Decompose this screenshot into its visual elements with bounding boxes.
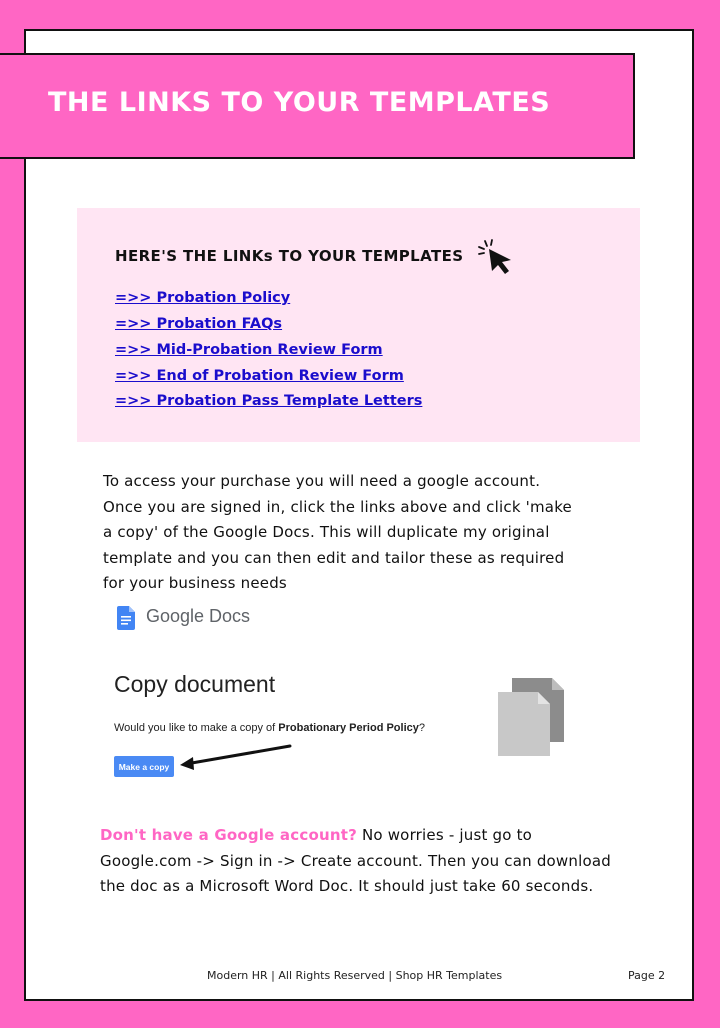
links-heading: HERE'S THE LINKs TO YOUR TEMPLATES xyxy=(115,247,464,265)
link-probation-pass-template-letters[interactable]: =>> Probation Pass Template Letters xyxy=(115,393,423,409)
copy-question-suffix: ? xyxy=(418,722,425,734)
link-probation-faqs[interactable]: =>> Probation FAQs xyxy=(115,316,283,332)
documents-copy-icon xyxy=(496,676,566,760)
copy-question xyxy=(114,722,425,734)
link-end-of-probation-review-form[interactable]: =>> End of Probation Review Form xyxy=(115,368,404,384)
copy-question-doc-name: Probationary Period Policy xyxy=(278,722,419,734)
no-account-text: No worries - just go to Google.com -> Sign in -> Create account. Then you can download the doc as a Microsoft Word Doc. It should just take 60 seconds. xyxy=(100,826,611,895)
no-account-note xyxy=(100,823,620,900)
google-docs-label: Google Docs xyxy=(146,606,251,626)
page-title: THE LINKS TO YOUR TEMPLATES xyxy=(48,87,551,118)
arrow-pointer-icon xyxy=(176,742,296,772)
google-docs-icon xyxy=(117,606,135,630)
link-mid-probation-review-form[interactable]: =>> Mid-Probation Review Form xyxy=(115,342,383,358)
make-a-copy-button[interactable]: Make a copy xyxy=(114,756,174,777)
link-probation-policy[interactable]: =>> Probation Policy xyxy=(115,290,291,306)
page-number: Page 2 xyxy=(628,969,666,982)
cursor-click-icon xyxy=(476,237,516,277)
instructions-paragraph: To access your purchase you will need a google account. Once you are signed in, click the links above and click 'make a copy' of the Google Docs. This will duplicate my original template and you can then edit and tailor these as required for your business needs xyxy=(103,472,572,592)
footer-credit: Modern HR | All Rights Reserved | Shop HR Templates xyxy=(207,969,503,982)
copy-document-title: Copy document xyxy=(114,671,276,697)
no-account-lead: Don't have a Google account? xyxy=(100,826,357,844)
copy-question-prefix: Would you like to make a copy of xyxy=(114,722,279,734)
